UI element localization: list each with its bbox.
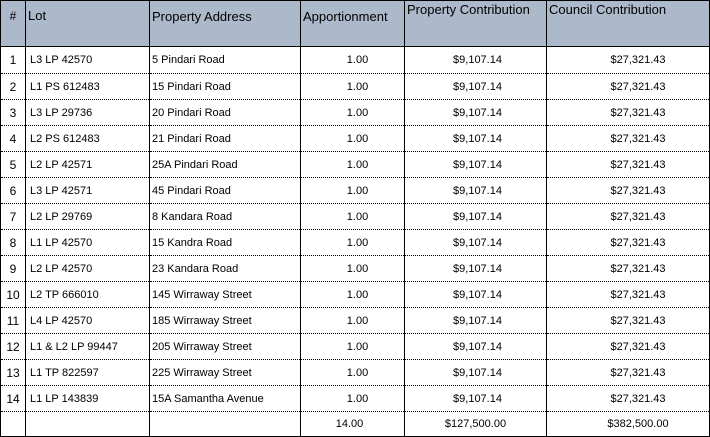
row-council-contribution: $27,321.43 xyxy=(547,152,710,178)
row-apportionment: 1.00 xyxy=(301,47,405,74)
row-property-contribution: $9,107.14 xyxy=(405,74,547,100)
row-number: 2 xyxy=(1,74,26,100)
row-council-contribution: $27,321.43 xyxy=(547,74,710,100)
row-property-contribution: $9,107.14 xyxy=(405,386,547,412)
row-number: 11 xyxy=(1,308,26,334)
row-council-contribution: $27,321.43 xyxy=(547,100,710,126)
row-apportionment: 1.00 xyxy=(301,100,405,126)
row-apportionment: 1.00 xyxy=(301,386,405,412)
row-property-contribution: $9,107.14 xyxy=(405,178,547,204)
totals-row xyxy=(1,412,710,437)
row-lot: L2 TP 666010 xyxy=(26,282,150,308)
table-row xyxy=(1,178,710,204)
row-property-contribution: $9,107.14 xyxy=(405,47,547,74)
row-council-contribution: $27,321.43 xyxy=(547,334,710,360)
header-number: # xyxy=(1,1,26,47)
row-property-contribution: $9,107.14 xyxy=(405,152,547,178)
row-address: 15 Kandra Road xyxy=(150,230,301,256)
totals-blank-address xyxy=(150,412,301,437)
row-address: 21 Pindari Road xyxy=(150,126,301,152)
row-apportionment: 1.00 xyxy=(301,230,405,256)
table-row xyxy=(1,152,710,178)
row-lot: L2 LP 42571 xyxy=(26,152,150,178)
total-property-contribution: $127,500.00 xyxy=(405,412,547,437)
row-address: 23 Kandara Road xyxy=(150,256,301,282)
row-apportionment: 1.00 xyxy=(301,178,405,204)
row-address: 145 Wirraway Street xyxy=(150,282,301,308)
row-address: 15 Pindari Road xyxy=(150,74,301,100)
row-council-contribution: $27,321.43 xyxy=(547,126,710,152)
row-number: 12 xyxy=(1,334,26,360)
row-lot: L3 LP 29736 xyxy=(26,100,150,126)
row-lot: L1 PS 612483 xyxy=(26,74,150,100)
row-apportionment: 1.00 xyxy=(301,334,405,360)
table-row xyxy=(1,100,710,126)
header-apportionment: Apportionment xyxy=(301,1,405,47)
row-address: 225 Wirraway Street xyxy=(150,360,301,386)
row-address: 185 Wirraway Street xyxy=(150,308,301,334)
row-lot: L1 LP 143839 xyxy=(26,386,150,412)
row-property-contribution: $9,107.14 xyxy=(405,360,547,386)
row-council-contribution: $27,321.43 xyxy=(547,230,710,256)
row-apportionment: 1.00 xyxy=(301,256,405,282)
row-apportionment: 1.00 xyxy=(301,152,405,178)
header-property-contribution: Property Contribution xyxy=(405,1,547,47)
row-lot: L1 & L2 LP 99447 xyxy=(26,334,150,360)
row-lot: L4 LP 42570 xyxy=(26,308,150,334)
row-council-contribution: $27,321.43 xyxy=(547,256,710,282)
row-lot: L2 LP 29769 xyxy=(26,204,150,230)
row-property-contribution: $9,107.14 xyxy=(405,204,547,230)
table-row xyxy=(1,360,710,386)
table-row xyxy=(1,74,710,100)
row-address: 15A Samantha Avenue xyxy=(150,386,301,412)
header-row xyxy=(1,1,710,47)
row-address: 45 Pindari Road xyxy=(150,178,301,204)
row-lot: L2 LP 42570 xyxy=(26,256,150,282)
table-row xyxy=(1,334,710,360)
totals-blank-lot xyxy=(26,412,150,437)
row-address: 20 Pindari Road xyxy=(150,100,301,126)
row-property-contribution: $9,107.14 xyxy=(405,308,547,334)
row-council-contribution: $27,321.43 xyxy=(547,204,710,230)
row-property-contribution: $9,107.14 xyxy=(405,230,547,256)
table-row xyxy=(1,282,710,308)
row-lot: L3 LP 42570 xyxy=(26,47,150,74)
row-address: 8 Kandara Road xyxy=(150,204,301,230)
table-header xyxy=(1,1,710,47)
row-apportionment: 1.00 xyxy=(301,204,405,230)
row-address: 205 Wirraway Street xyxy=(150,334,301,360)
row-number: 10 xyxy=(1,282,26,308)
row-council-contribution: $27,321.43 xyxy=(547,178,710,204)
totals-blank-number xyxy=(1,412,26,437)
row-lot: L3 LP 42571 xyxy=(26,178,150,204)
table-row xyxy=(1,126,710,152)
row-number: 4 xyxy=(1,126,26,152)
table-row xyxy=(1,308,710,334)
row-property-contribution: $9,107.14 xyxy=(405,100,547,126)
row-number: 5 xyxy=(1,152,26,178)
row-property-contribution: $9,107.14 xyxy=(405,126,547,152)
row-council-contribution: $27,321.43 xyxy=(547,386,710,412)
row-address: 25A Pindari Road xyxy=(150,152,301,178)
row-number: 8 xyxy=(1,230,26,256)
row-number: 14 xyxy=(1,386,26,412)
header-lot: Lot xyxy=(26,1,150,47)
table-row xyxy=(1,386,710,412)
row-apportionment: 1.00 xyxy=(301,308,405,334)
row-number: 6 xyxy=(1,178,26,204)
row-number: 13 xyxy=(1,360,26,386)
row-property-contribution: $9,107.14 xyxy=(405,282,547,308)
row-number: 1 xyxy=(1,47,26,74)
table-row xyxy=(1,230,710,256)
total-council-contribution: $382,500.00 xyxy=(547,412,710,437)
table-row xyxy=(1,47,710,74)
row-number: 9 xyxy=(1,256,26,282)
row-apportionment: 1.00 xyxy=(301,282,405,308)
table-footer xyxy=(1,412,710,437)
row-lot: L2 PS 612483 xyxy=(26,126,150,152)
row-council-contribution: $27,321.43 xyxy=(547,360,710,386)
table-body xyxy=(1,47,710,412)
row-council-contribution: $27,321.43 xyxy=(547,308,710,334)
table-row xyxy=(1,204,710,230)
row-lot: L1 LP 42570 xyxy=(26,230,150,256)
row-number: 3 xyxy=(1,100,26,126)
row-council-contribution: $27,321.43 xyxy=(547,282,710,308)
row-number: 7 xyxy=(1,204,26,230)
row-apportionment: 1.00 xyxy=(301,126,405,152)
table-row xyxy=(1,256,710,282)
row-property-contribution: $9,107.14 xyxy=(405,256,547,282)
header-property-address: Property Address xyxy=(150,1,301,47)
row-property-contribution: $9,107.14 xyxy=(405,334,547,360)
total-apportionment: 14.00 xyxy=(301,412,405,437)
header-council-contribution: Council Contribution xyxy=(547,1,710,47)
row-apportionment: 1.00 xyxy=(301,74,405,100)
row-apportionment: 1.00 xyxy=(301,360,405,386)
row-lot: L1 TP 822597 xyxy=(26,360,150,386)
row-address: 5 Pindari Road xyxy=(150,47,301,74)
row-council-contribution: $27,321.43 xyxy=(547,47,710,74)
